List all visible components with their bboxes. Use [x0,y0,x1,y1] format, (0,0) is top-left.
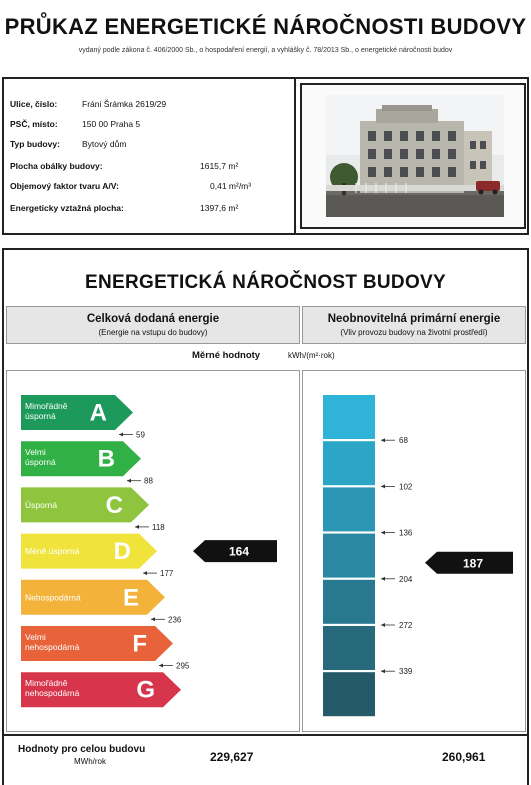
delivered-energy-total: 229,627 [210,750,254,764]
boundary-value: 136 [399,528,413,538]
energy-performance-title: ENERGETICKÁ NÁROČNOST BUDOVY [85,272,446,293]
boundary-arrowhead [159,664,163,668]
energy-class-letter: F [132,630,147,658]
boundary-value: 236 [168,615,182,625]
boundary-arrowhead [381,484,385,488]
address-label: Ulice, číslo: [10,99,58,109]
primary-energy-chart-area [302,370,526,732]
energy-class-c [21,487,149,522]
energy-class-label: úsporná [25,411,56,421]
primary-energy-segment [323,441,375,485]
energy-class-label: nehospodárná [25,688,80,699]
energy-class-label: Nehospodárná [25,592,81,603]
energy-class-letter: C [105,491,123,519]
energy-class-label: Mimořádně [25,401,68,411]
energy-class-label: úsporná [25,457,56,468]
boundary-value: 118 [152,522,165,532]
boundary-arrowhead [151,617,155,621]
building-photo [326,95,504,217]
postcode-value: 150 00 Praha 5 [82,119,141,129]
energy-class-label: nehospodárná [25,642,80,652]
reference-area-label: Energeticky vztažná plocha: [10,203,124,213]
energy-class-letter: B [97,445,115,473]
delivered-energy-heading: Celková dodaná energie [86,313,220,325]
primary-energy-segment [323,487,375,531]
energy-class-a [21,395,133,430]
specific-values-unit: kWh/(m²·rok) [288,351,335,360]
energy-class-letter: G [136,676,155,704]
energy-class-b [21,441,141,476]
boundary-arrowhead [381,623,385,627]
boundary-value: 204 [399,574,413,584]
boundary-value: 59 [136,430,145,440]
address-value: Fráni Šrámka 2619/29 [82,99,167,109]
energy-performance-panel [2,248,529,785]
boundary-value: 272 [399,621,413,630]
energy-class-f [21,626,173,661]
energy-class-label: Úsporná [25,499,58,510]
boundary-arrowhead [381,531,385,535]
boundary-arrowhead [135,525,139,529]
building-type-value: Bytový dům [82,139,127,149]
boundary-arrowhead [127,479,131,483]
boundary-value: 295 [176,661,190,671]
info-divider [294,79,296,233]
building-photo-frame [300,83,526,229]
boundary-value: 339 [399,667,413,677]
left-column-header [6,306,300,344]
boundary-arrowhead [119,433,123,437]
primary-energy-segment [323,395,375,439]
primary-energy-heading: Neobnovitelná primární energie [327,313,501,325]
boundary-value: 102 [399,482,413,492]
energy-class-d [21,534,157,569]
primary-energy-segment [323,534,375,578]
energy-class-g [21,672,181,707]
boundary-arrowhead [381,669,385,673]
energy-class-letter: D [113,538,131,566]
shape-factor-value: 0,41 m²/m³ [210,181,252,191]
whole-building-label: Hodnoty pro celou budovu [18,744,146,755]
postcode-label: PSČ, místo: [10,119,58,129]
delivered-energy-chart-area [6,370,300,732]
energy-class-e [21,580,165,615]
energy-class-label: Mimořádně [25,678,68,689]
delivered-energy-value: 164 [228,544,250,559]
primary-energy-segment [323,580,375,624]
energy-class-letter: A [89,399,107,427]
primary-energy-segment [323,626,375,670]
envelope-area-value: 1615,7 m² [200,161,239,171]
boundary-arrowhead [381,577,385,581]
primary-energy-chart [303,371,525,731]
primary-energy-segment [323,672,375,716]
boundary-value: 68 [399,436,408,446]
primary-energy-value: 187 [462,556,484,571]
envelope-area-label: Plocha obálky budovy: [10,161,103,171]
reference-area-value: 1397,6 m² [200,203,239,213]
specific-values-row [4,346,527,368]
document-subtitle: vydaný podle zákona č. 406/2000 Sb., o hospodaření energií, a vyhlášky č. 78/2013 Sb., o energetické náročnosti budov [78,47,453,54]
whole-building-unit: MWh/rok [74,757,106,766]
right-column-header [302,306,526,344]
primary-energy-total: 260,961 [442,750,486,764]
delivered-energy-chart [7,371,299,731]
energy-class-label: Méně úsporná [25,546,80,557]
document-title: PRŮKAZ ENERGETICKÉ NÁROČNOSTI BUDOVY [4,14,527,39]
boundary-arrowhead [381,438,385,442]
energy-class-label: Velmi [25,447,46,458]
boundary-arrowhead [143,571,147,575]
energy-class-letter: E [122,584,139,612]
whole-building-row [4,734,527,780]
boundary-value: 88 [144,476,153,486]
specific-values-label: Měrné hodnoty [192,350,261,361]
energy-class-label: Velmi [25,632,46,642]
boundary-value: 177 [160,569,174,579]
building-info-panel [2,77,529,235]
primary-energy-subheading: (Vliv provozu budovy na životní prostředí) [340,328,488,337]
shape-factor-label: Objemový faktor tvaru A/V: [10,181,119,191]
building-type-label: Typ budovy: [10,139,60,149]
delivered-energy-subheading: (Energie na vstupu do budovy) [98,328,208,337]
